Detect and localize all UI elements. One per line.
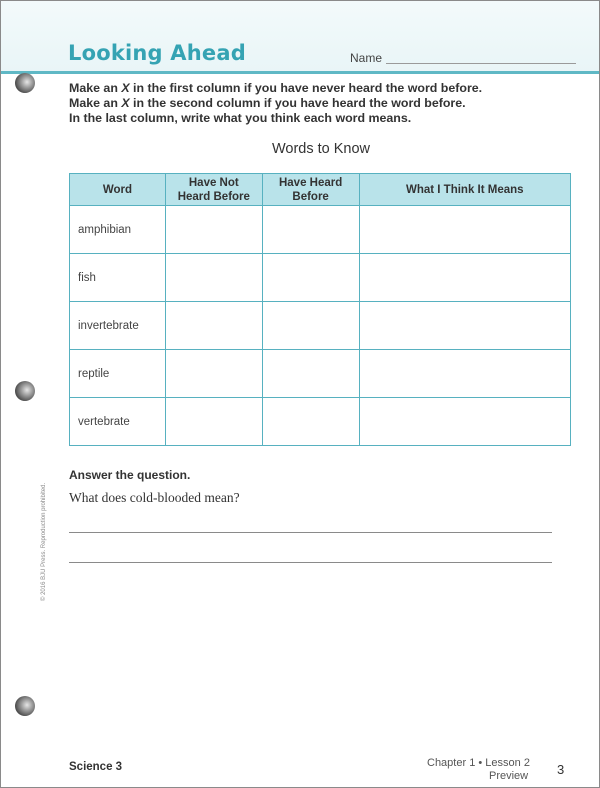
meaning-cell[interactable] [359,254,570,302]
have-heard-cell[interactable] [262,254,359,302]
word-cell: fish [70,254,166,302]
answer-line[interactable] [69,532,552,533]
name-line[interactable] [386,63,576,64]
answer-line[interactable] [69,562,552,563]
binder-hole-icon [15,696,35,716]
question-heading: Answer the question. [69,468,191,482]
table-row [70,254,571,302]
footer-book-title: Science 3 [69,761,123,773]
footer-bullet: • [478,757,483,769]
name-label: Name [350,51,383,65]
page-title: Looking Ahead [68,41,246,65]
footer-section: Preview [489,770,529,782]
footer-chapter: Chapter 1 [427,757,476,769]
footer-chapter-lesson [427,757,530,769]
meaning-cell[interactable] [359,206,570,254]
table-row [70,398,571,446]
table-row [70,302,571,350]
meaning-cell[interactable] [359,302,570,350]
word-cell: amphibian [70,206,166,254]
meaning-cell[interactable] [359,350,570,398]
table-row [70,206,571,254]
word-cell: invertebrate [70,302,166,350]
instruction-line: Make an X in the first column if you have never heard the word before. [69,81,483,95]
table-header-row [70,174,571,206]
word-cell: vertebrate [70,398,166,446]
binder-hole-icon [15,73,35,93]
have-not-heard-cell[interactable] [165,350,262,398]
have-not-heard-cell[interactable] [165,302,262,350]
binder-hole-icon [15,381,35,401]
instruction-line: In the last column, write what you think each word means. [69,111,412,125]
have-not-heard-cell[interactable] [165,254,262,302]
instruction-line: Make an X in the second column if you have heard the word before. [69,96,466,110]
have-not-heard-cell[interactable] [165,206,262,254]
column-header-meaning: What I Think It Means [359,174,570,206]
have-heard-cell[interactable] [262,302,359,350]
meaning-cell[interactable] [359,398,570,446]
have-heard-cell[interactable] [262,398,359,446]
table-title: Words to Know [271,141,371,157]
words-table [69,173,571,446]
table-row [70,350,571,398]
question-text: What does cold-blooded mean? [69,490,240,505]
footer-lesson: Lesson 2 [485,757,530,769]
column-header-have-not-heard: Have Not Heard Before [165,174,262,206]
column-header-have-heard: Have Heard Before [262,174,359,206]
instructions [69,81,569,126]
have-heard-cell[interactable] [262,350,359,398]
have-heard-cell[interactable] [262,206,359,254]
copyright-text: © 2016 BJU Press. Reproduction prohibited. [41,482,47,601]
have-not-heard-cell[interactable] [165,398,262,446]
word-cell: reptile [70,350,166,398]
column-header-word: Word [70,174,166,206]
page-number: 3 [557,762,565,777]
